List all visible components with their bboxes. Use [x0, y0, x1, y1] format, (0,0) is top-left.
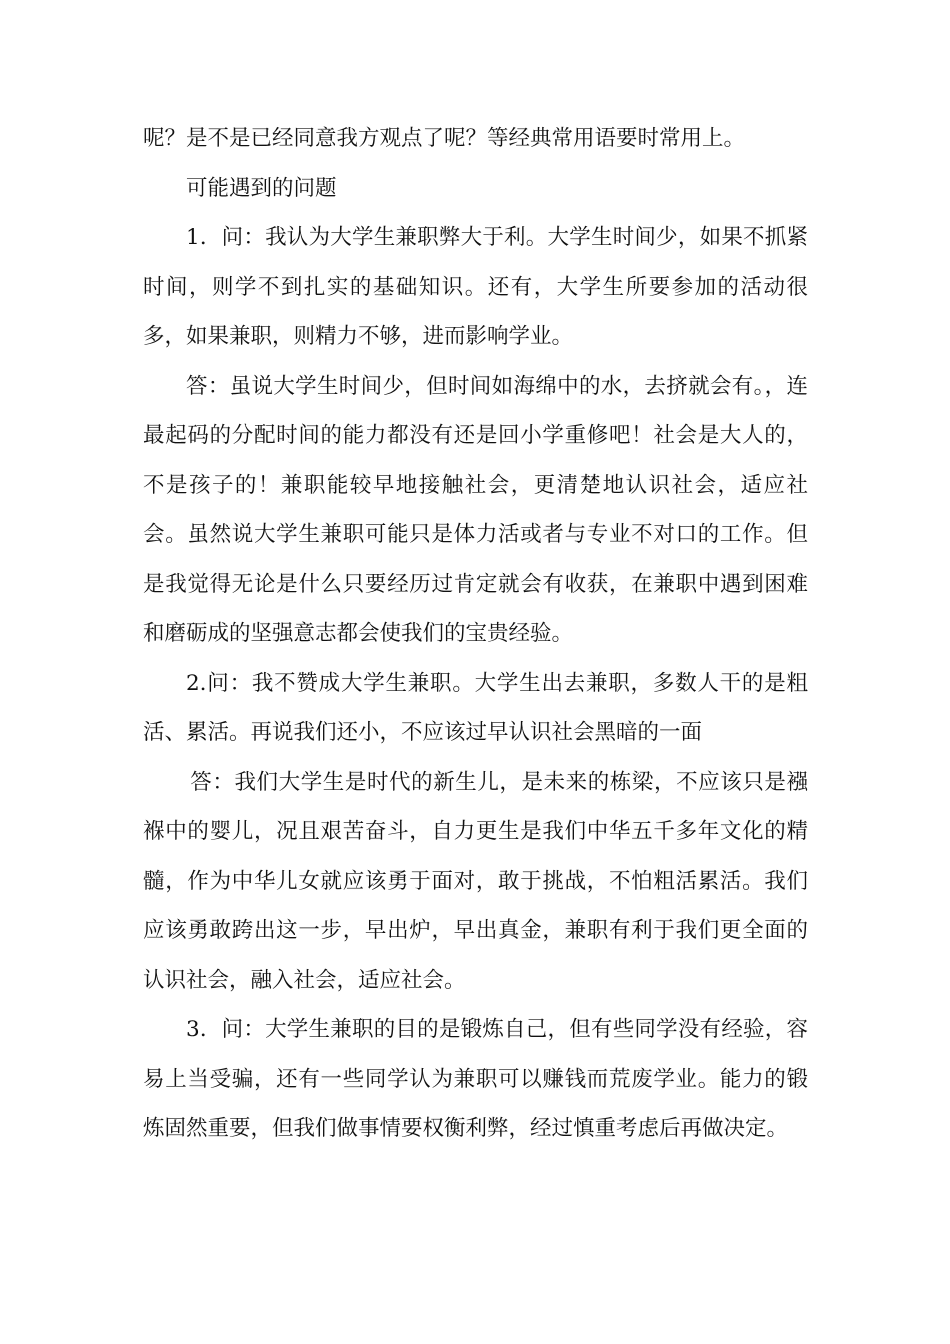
- question-2: 2.问：我不赞成大学生兼职。大学生出去兼职，多数人干的是粗活、累活。再说我们还小，不应该过早认识社会黑暗的一面: [143, 670, 808, 745]
- paragraph-continuation: 呢？是不是已经同意我方观点了呢？等经典常用语要时常用上。: [143, 126, 746, 151]
- question-1: 1．问：我认为大学生兼职弊大于利。大学生时间少，如果不抓紧时间，则学不到扎实的基础知识。还有，大学生所要参加的活动很多，如果兼职，则精力不够，进而影响学业。: [143, 225, 808, 349]
- answer-1: 答：虽说大学生时间少，但时间如海绵中的水，去挤就会有。，连最起码的分配时间的能力都没有还是回小学重修吧！社会是大人的，不是孩子的！兼职能较早地接触社会，更清楚地认识社会，适应社会。虽然说大学生兼职可能只是体力活或者与专业不对口的工作。但是我觉得无论是什么只要经历过肯定就会有收获，在兼职中遇到困难和磨砺成的坚强意志都会使我们的宝贵经验。: [143, 373, 808, 646]
- question-3: 3．问：大学生兼职的目的是锻炼自己，但有些同学没有经验，容易上当受骗，还有一些同学认为兼职可以赚钱而荒废学业。能力的锻炼固然重要，但我们做事情要权衡利弊，经过慎重考虑后再做决定。: [143, 1017, 808, 1141]
- answer-2: 答：我们大学生是时代的新生儿，是未来的栋梁，不应该只是襁褓中的婴儿，况且艰苦奋斗，自力更生是我们中华五千多年文化的精髓，作为中华儿女就应该勇于面对，敢于挑战，不怕粗活累活。我们应该勇敢跨出这一步，早出炉，早出真金，兼职有利于我们更全面的认识社会，融入社会，适应社会。: [143, 769, 808, 993]
- section-heading: 可能遇到的问题: [186, 175, 337, 201]
- document-body: [143, 114, 808, 1154]
